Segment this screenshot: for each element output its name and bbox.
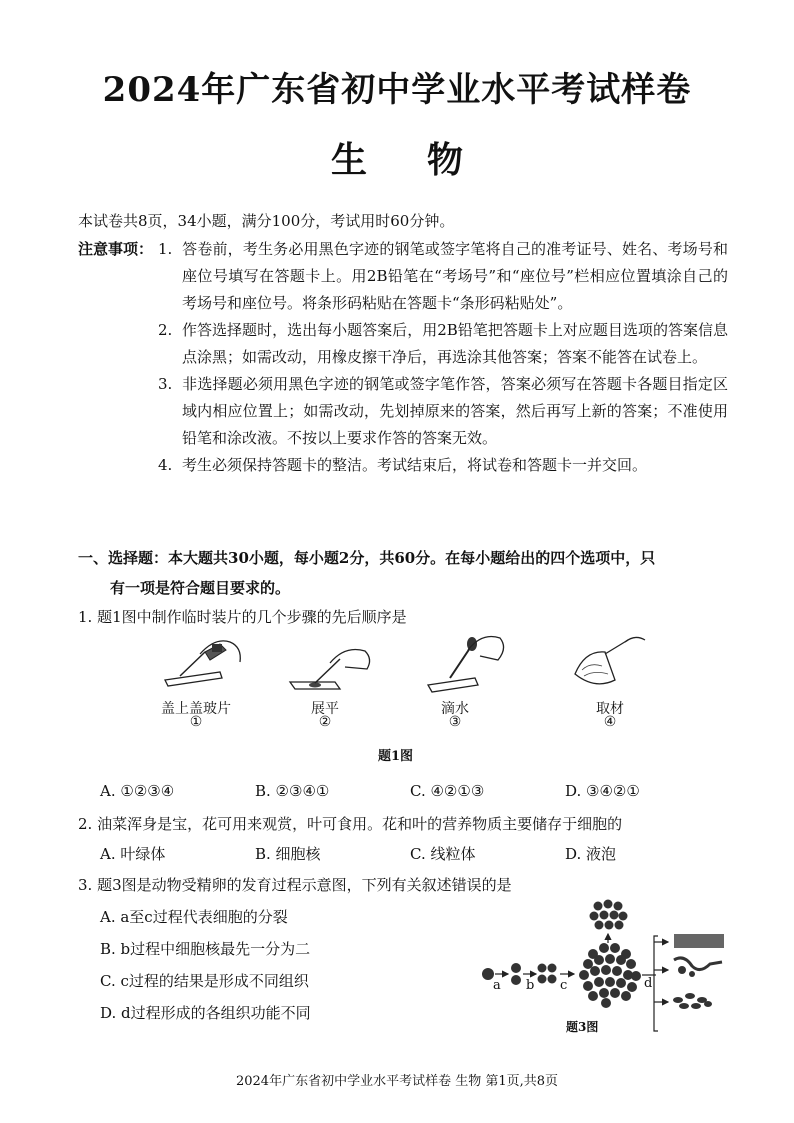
drip-water-illustration <box>420 630 510 692</box>
step-number: ③ <box>448 714 462 730</box>
notice-item <box>78 317 728 371</box>
take-material-illustration <box>570 632 650 692</box>
question-1-options <box>100 782 720 800</box>
notice-num: 3. <box>158 375 173 393</box>
question-1-stem: 1. 题1图中制作临时装片的几个步骤的先后顺序是 <box>78 608 407 626</box>
exam-intro: 本试卷共8页，34小题，满分100分，考试用时60分钟。 <box>78 212 455 230</box>
notice-num: 4. <box>158 456 173 474</box>
section-line: 一、选择题：本大题共30小题，每小题2分，共60分。在每小题给出的四个选项中，只 <box>78 549 656 567</box>
section-line: 有一项是符合题目要求的。 <box>110 579 291 597</box>
question-2-stem: 2. 油菜浑身是宝，花可用来观赏，叶可食用。花和叶的营养物质主要储存于细胞的 <box>78 815 623 833</box>
notice-text: 考生必须保持答题卡的整洁。考试结束后，将试卷和答题卡一并交回。 <box>182 456 648 474</box>
notice-item <box>78 371 728 452</box>
step-number: ① <box>189 714 203 730</box>
stage-label-c: c <box>560 978 568 993</box>
notice-item <box>78 236 728 317</box>
option-c[interactable]: C. 线粒体 <box>410 845 476 863</box>
notice-text: 作答选择题时，选出每小题答案后，用2B铅笔把答题卡上对应题目选项的答案信息点涂黑；如需改动，用橡皮擦干净后，再选涂其他答案；答案不能答在试卷上。 <box>182 321 728 366</box>
option-c[interactable]: C. c过程的结果是形成不同组织 <box>100 972 309 990</box>
subject-title: 生物 <box>330 139 523 181</box>
option-b[interactable]: B. 细胞核 <box>255 845 321 863</box>
step-number: ④ <box>603 714 617 730</box>
step-label: 展平 <box>311 701 339 717</box>
notice-text: 非选择题必须用黑色字迹的钢笔或签字笔作答，答案必须写在答题卡各题目指定区域内相应位置上；如需改动，先划掉原来的答案，然后再写上新的答案；不准使用铅笔和涂改液。不按以上要求作答的答案无效。 <box>182 375 728 447</box>
option-b[interactable]: B. ②③④① <box>255 782 330 800</box>
step-label: 取材 <box>596 701 624 717</box>
exam-title: 2024年广东省初中学业水平考试样卷 <box>102 70 692 110</box>
flatten-illustration <box>285 637 375 692</box>
notice-text: 答卷前，考生务必用黑色字迹的钢笔或签字笔将自己的准考证号、姓名、考场号和座位号填写在答题卡上。用2B铅笔在“考场号”和“座位号”栏相应位置填涂自己的考场号和座位号。将条形码粘贴在答题卡“条形码粘贴处”。 <box>182 240 728 312</box>
notice-num: 2. <box>158 321 173 339</box>
option-a[interactable]: A. 叶绿体 <box>100 845 166 863</box>
option-d[interactable]: D. 液泡 <box>565 845 617 863</box>
step-label: 盖上盖玻片 <box>161 701 231 717</box>
option-c[interactable]: C. ④②①③ <box>410 782 485 800</box>
option-a[interactable]: A. ①②③④ <box>100 782 175 800</box>
stage-label-a: a <box>493 978 501 993</box>
step-number: ② <box>318 714 332 730</box>
section-heading <box>78 543 728 603</box>
question-3-stem: 3. 题3图是动物受精卵的发育过程示意图，下列有关叙述错误的是 <box>78 876 512 894</box>
coverslip-illustration <box>160 632 250 687</box>
option-d[interactable]: D. ③④②① <box>565 782 640 800</box>
option-a[interactable]: A. a至c过程代表细胞的分裂 <box>100 908 288 926</box>
notice-num: 1. <box>158 240 173 258</box>
cell-development-diagram <box>478 896 728 1041</box>
step-label: 滴水 <box>441 701 469 717</box>
page-footer: 2024年广东省初中学业水平考试样卷 生物 第1页,共8页 <box>235 1074 559 1089</box>
notice-item <box>78 452 728 479</box>
option-d[interactable]: D. d过程形成的各组织功能不同 <box>100 1004 311 1022</box>
option-b[interactable]: B. b过程中细胞核最先一分为二 <box>100 940 311 958</box>
notice-label: 注意事项： <box>78 240 154 258</box>
notice-block <box>78 236 728 479</box>
question-2-options <box>100 843 720 864</box>
figure-3-caption: 题3图 <box>566 1020 599 1034</box>
figure-1-caption: 题1图 <box>378 749 414 764</box>
stage-label-b: b <box>526 978 535 993</box>
figure-1 <box>150 632 650 742</box>
stage-label-d: d <box>644 976 653 991</box>
